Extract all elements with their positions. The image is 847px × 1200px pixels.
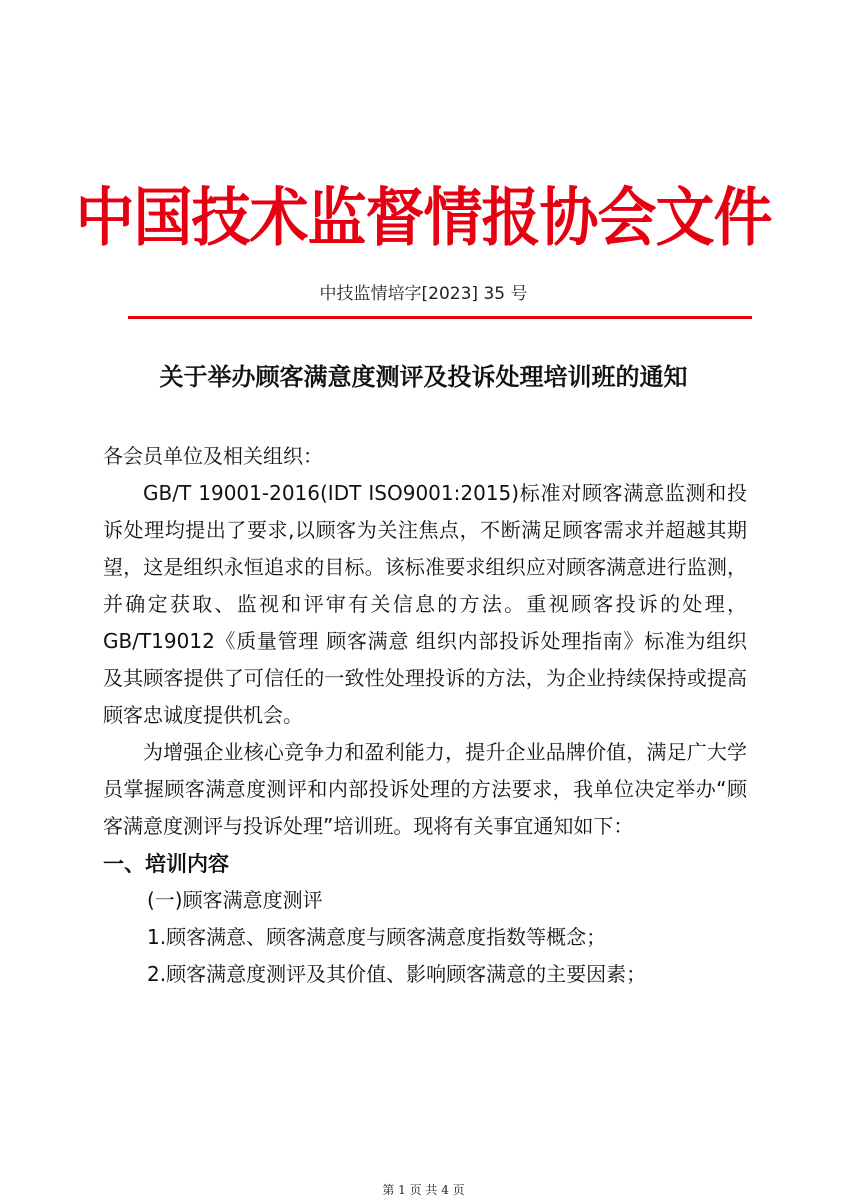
list-item: 1.顾客满意、顾客满意度与顾客满意度指数等概念； [147, 925, 607, 949]
document-number: 中技监情培字[2023] 35 号 [319, 284, 528, 304]
list-item: 2.顾客满意度测评及其价值、影响顾客满意的主要因素； [147, 962, 647, 986]
body-paragraph-1: GB/T 19001-2016(IDT ISO9001:2015)标准对顾客满意监测和投诉处理均提出了要求,以顾客为关注焦点，不断满足顾客需求并超越其期望，这是组织永恒追求的目标。该标准要求组织应对顾客满意进行监测，并确定获取、监视和评审有关信息的方法。重视顾客投诉的处理，GB/T19012《质量管理 顾客满意 组织内部投诉处理指南》标准为组织及其顾客提供了可信任的一致性处理投诉的方法，为企业持续保持或提高顾客忠诚度提供机会。 [103, 481, 747, 727]
body-paragraph-2: 为增强企业核心竞争力和盈利能力，提升企业品牌价值，满足广大学员掌握顾客满意度测评和内部投诉处理的方法要求，我单位决定举办“顾客满意度测评与投诉处理”培训班。现将有关事宜通知如下： [103, 740, 747, 838]
subsection-heading: (一)顾客满意度测评 [147, 888, 323, 912]
document-body [103, 438, 747, 993]
red-divider-line [128, 316, 752, 319]
section-heading-training-content: 一、培训内容 [103, 851, 229, 876]
masthead-title: 中国技术监督情报协会文件 [75, 180, 772, 255]
notice-title: 关于举办顾客满意度测评及投诉处理培训班的通知 [159, 362, 688, 391]
page-footer: 第 1 页 共 4 页 [382, 1183, 465, 1197]
salutation: 各会员单位及相关组织： [103, 444, 323, 468]
